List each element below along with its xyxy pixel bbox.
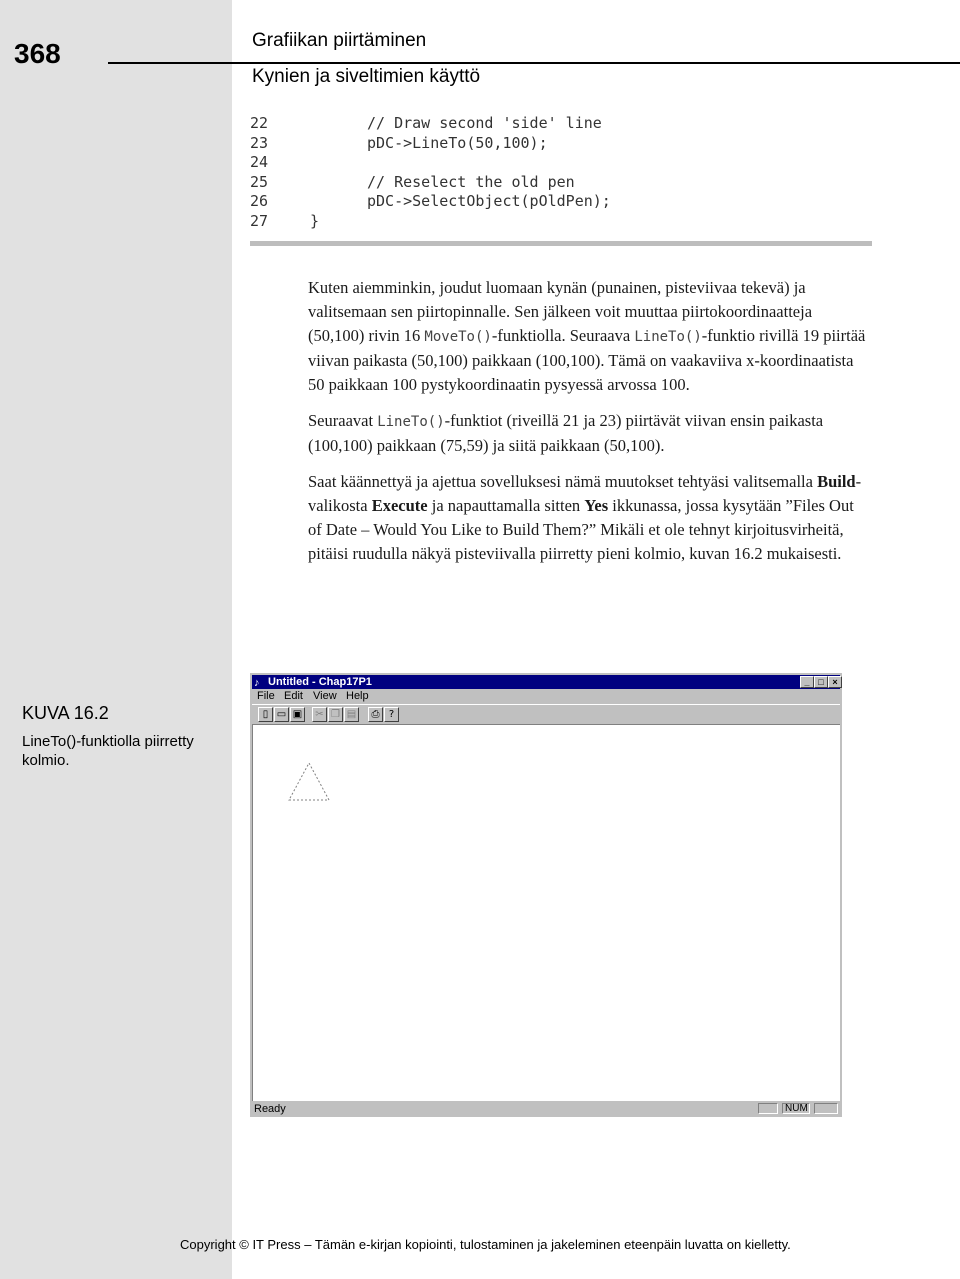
page-number: 368 — [14, 38, 61, 69]
line-number: 26 — [250, 192, 269, 211]
menu-edit[interactable]: Edit — [284, 690, 303, 702]
inline-code: LineTo() — [634, 329, 702, 345]
line-number: 27 — [250, 211, 269, 230]
paste-icon[interactable]: ▤ — [344, 707, 359, 722]
open-icon[interactable]: ▭ — [274, 707, 289, 722]
paragraph-3: Saat käännettyä ja ajettua sovelluksesi nämä muutokset tehtyäsi valitsemalla Build-valikosta Execute ja napauttamalla sitten Yes ikkunassa, jossa kysytään ”Files Out of Date – Would You Like to Build Them?” Mikäli et ole tehnyt kirjoitusvirheitä, pitäisi ruudulla näkyä pisteviivalla piirretty pieni kolmio, kuvan 16.2 mukaisesti. — [308, 472, 862, 563]
code-line — [250, 192, 870, 212]
line-number: 23 — [250, 133, 269, 152]
status-pane-cap — [758, 1103, 778, 1114]
status-pane-scrl — [814, 1103, 838, 1114]
maximize-button[interactable]: □ — [814, 676, 828, 688]
client-area[interactable] — [252, 724, 840, 1101]
inline-code: MoveTo() — [424, 329, 492, 345]
bold-term: Yes — [584, 496, 609, 515]
body-text — [308, 276, 868, 578]
header-rule — [108, 62, 960, 64]
menu-help[interactable]: Help — [346, 690, 369, 702]
line-number: 22 — [250, 114, 269, 132]
inline-code: LineTo() — [377, 414, 445, 430]
code-line — [250, 212, 870, 232]
figure-number: KUVA 16.2 — [22, 703, 109, 723]
menu-bar — [252, 689, 840, 704]
code-text: // Draw second 'side' line — [367, 114, 602, 132]
code-text: pDC->LineTo(50,100); — [367, 133, 548, 152]
status-text: Ready — [254, 1103, 286, 1115]
minimize-button[interactable]: _ — [800, 676, 814, 688]
print-icon[interactable]: ⎙ — [368, 707, 383, 722]
new-icon[interactable]: ▯ — [258, 707, 273, 722]
bold-term: Build — [817, 472, 856, 491]
code-line — [250, 114, 870, 134]
dotted-triangle — [289, 763, 329, 800]
menu-view[interactable]: View — [313, 690, 337, 702]
toolbar — [252, 704, 840, 724]
code-listing — [250, 114, 870, 232]
code-divider — [250, 241, 872, 246]
app-window — [250, 673, 842, 1117]
figure-caption: LineTo()-funktiolla piirretty kolmio. — [22, 733, 194, 769]
code-line — [250, 173, 870, 193]
line-number: 25 — [250, 172, 269, 191]
code-line — [250, 134, 870, 154]
chapter-title: Grafiikan piirtäminen — [252, 30, 427, 51]
paragraph-1: Kuten aiemminkin, joudut luomaan kynän (punainen, pisteviivaa tekevä) ja valitsemaan sen piirtopinnalle. Sen jälkeen voit muuttaa piirtokoordinaatteja (50,100) rivin 16 MoveTo()-funktiolla. Seuraava LineTo()-funktio rivillä 19 piirtää viivan paikasta (50,100) paikkaan (100,100). Tämä on vaakaviiva x-koordinaatista 50 paikkaan 100 pystykoordinaatin pysyessä arvossa 100. — [308, 278, 866, 394]
paragraph-2: Seuraavat LineTo()-funktiot (riveillä 21 ja 23) piirtävät viivan ensin paikasta (100,100) paikkaan (75,59) ja siitä paikkaan (50,100). — [308, 411, 824, 455]
bold-term: Execute — [371, 496, 428, 515]
window-title: Untitled - Chap17P1 — [268, 676, 372, 688]
menu-file[interactable]: File — [257, 690, 275, 702]
code-text: pDC->SelectObject(pOldPen); — [367, 192, 611, 211]
status-bar — [252, 1102, 840, 1116]
code-text: // Reselect the old pen — [367, 172, 575, 191]
app-icon[interactable]: ♪ — [254, 677, 260, 689]
status-pane-num: NUM — [782, 1103, 810, 1114]
save-icon[interactable]: ▣ — [290, 707, 305, 722]
margin-column — [0, 0, 232, 1279]
line-number: 24 — [250, 153, 269, 172]
code-line — [250, 153, 870, 173]
code-text: } — [310, 211, 320, 230]
section-title: Kynien ja siveltimien käyttö — [252, 66, 481, 87]
close-button[interactable]: × — [828, 676, 842, 688]
title-bar[interactable] — [252, 675, 840, 689]
copy-icon[interactable]: ❐ — [328, 707, 343, 722]
cut-icon[interactable]: ✂ — [312, 707, 327, 722]
drawing-canvas — [253, 725, 839, 1100]
help-icon[interactable]: ? — [384, 707, 399, 722]
copyright-footer: Copyright © IT Press – Tämän e-kirjan kopiointi, tulostaminen ja jakeleminen eteenpäin luvatta on kielletty. — [180, 1237, 791, 1252]
figure-label — [22, 703, 222, 770]
